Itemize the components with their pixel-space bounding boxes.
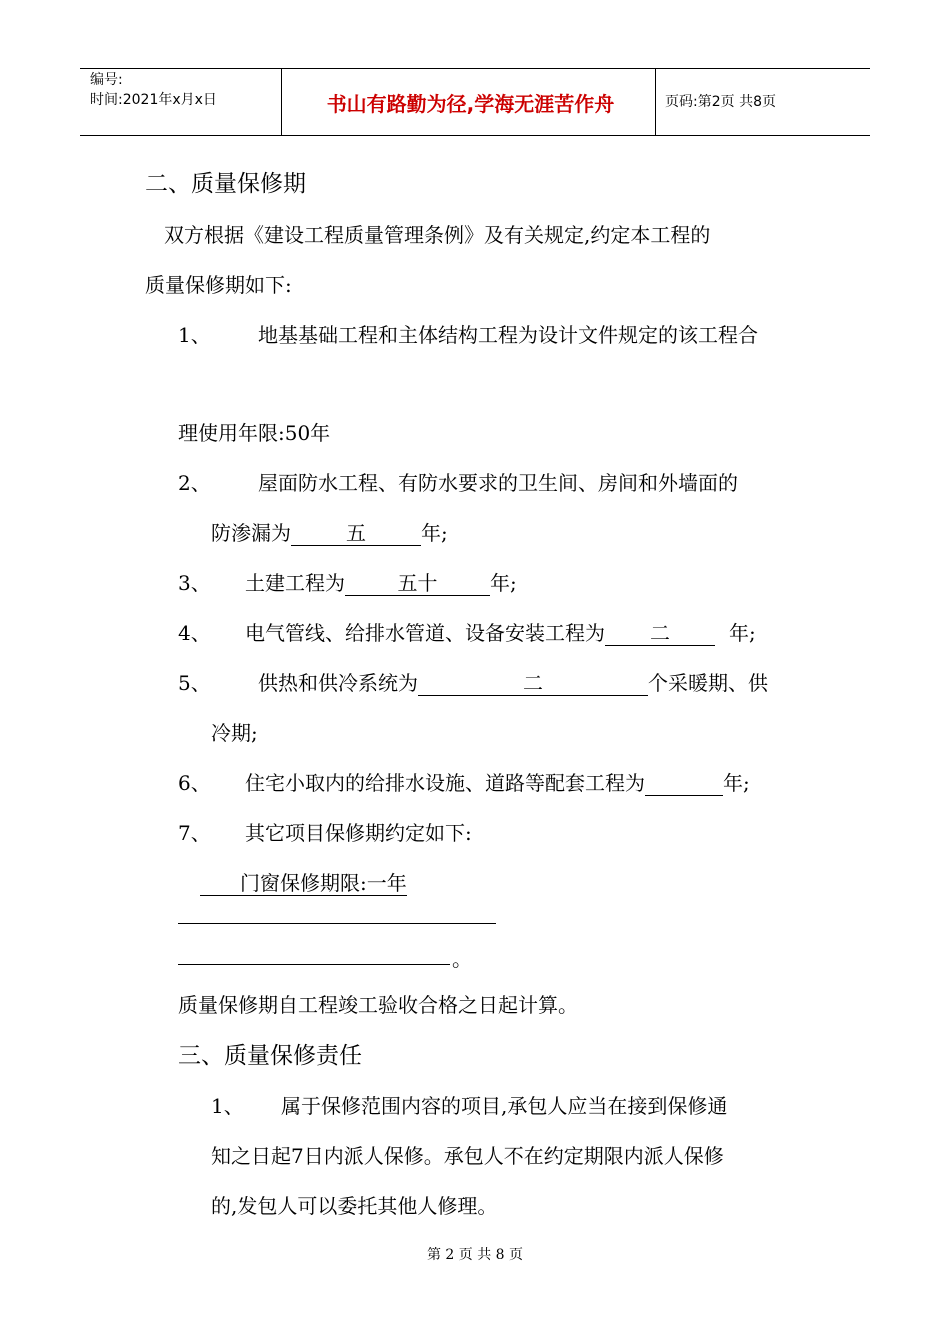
list-item	[245, 769, 750, 797]
other-term-text: 门窗保修期限:一年	[240, 871, 407, 895]
list-number: 2、	[178, 471, 211, 495]
list-number: 6、	[178, 771, 211, 795]
list-item	[211, 519, 448, 547]
filled-value: 二	[605, 621, 715, 646]
list-number: 4、	[178, 621, 211, 645]
list-item: 知之日起7日内派人保修。承包人不在约定期限内派人保修	[211, 1144, 724, 1168]
list-item: 属于保修范围内容的项目,承包人应当在接到保修通	[281, 1094, 728, 1118]
other-term	[200, 869, 407, 897]
list-item	[245, 619, 756, 647]
list-item: 其它项目保修期约定如下:	[245, 821, 472, 845]
section2-title: 二、质量保修期	[145, 171, 306, 197]
list-item: 的,发包人可以委托其他人修理。	[211, 1194, 498, 1218]
doc-time-label: 时间:2021年x月x日	[90, 92, 217, 108]
list-item	[258, 669, 768, 697]
item-suffix: 年;	[729, 621, 756, 645]
doc-number-label: 编号:	[90, 72, 123, 88]
list-number: 5、	[178, 671, 211, 695]
list-item: 地基基础工程和主体结构工程为设计文件规定的该工程合	[258, 323, 758, 347]
filled-value: 五十	[345, 571, 490, 596]
header-bottom-rule	[80, 135, 870, 136]
list-item	[245, 569, 517, 597]
page-number-label: 页码:第2页 共8页	[665, 94, 776, 110]
item-suffix: 年;	[421, 521, 448, 545]
item-prefix: 防渗漏为	[211, 521, 291, 545]
list-item: 屋面防水工程、有防水要求的卫生间、房间和外墙面的	[258, 471, 738, 495]
blank-line	[178, 923, 496, 924]
blank-line	[178, 964, 450, 965]
calc-note: 质量保修期自工程竣工验收合格之日起计算。	[178, 993, 578, 1017]
item-prefix: 供热和供冷系统为	[258, 671, 418, 695]
blank-end-mark: 。	[452, 947, 472, 971]
list-number: 1、	[178, 323, 211, 347]
item-suffix: 个采暖期、供	[648, 671, 768, 695]
list-number: 1、	[211, 1094, 244, 1118]
section3-title: 三、质量保修责任	[178, 1043, 362, 1069]
intro-paragraph: 双方根据《建设工程质量管理条例》及有关规定,约定本工程的	[164, 223, 711, 247]
item-prefix: 电气管线、给排水管道、设备安装工程为	[245, 621, 605, 645]
item-prefix: 土建工程为	[245, 571, 345, 595]
list-number: 7、	[178, 821, 211, 845]
list-item: 理使用年限:50年	[178, 421, 331, 445]
header-top-rule	[80, 68, 870, 69]
item-suffix: 年;	[723, 771, 750, 795]
page-header	[80, 68, 870, 136]
list-item: 冷期;	[211, 721, 258, 745]
list-number: 3、	[178, 571, 211, 595]
page-footer: 第 2 页 共 8 页	[426, 1247, 524, 1263]
filled-value: 二	[418, 671, 648, 696]
item-suffix: 年;	[490, 571, 517, 595]
filled-value: 五	[291, 521, 421, 546]
blank-value	[645, 771, 723, 796]
header-divider	[281, 68, 282, 136]
item-prefix: 住宅小取内的给排水设施、道路等配套工程为	[245, 771, 645, 795]
motto: 书山有路勤为径,学海无涯苦作舟	[326, 92, 615, 116]
intro-paragraph: 质量保修期如下:	[145, 273, 292, 297]
